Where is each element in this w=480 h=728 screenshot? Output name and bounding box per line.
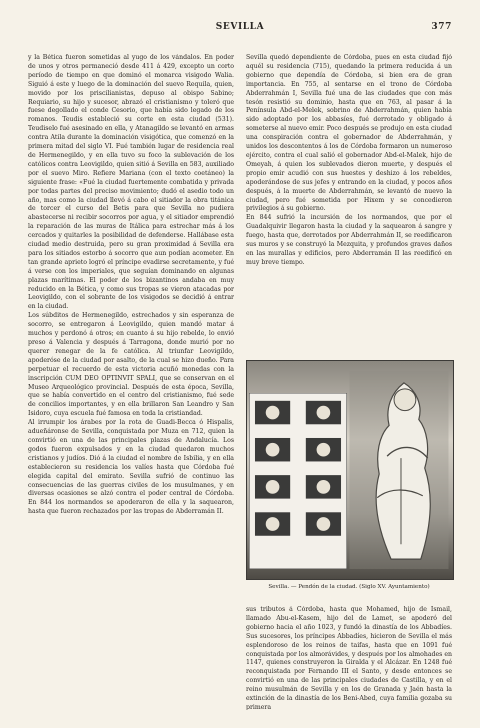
page-title: SEVILLA [215, 22, 265, 32]
banner-flag [249, 393, 347, 569]
page-header [28, 20, 452, 34]
right-top-paragraph-1: Sevilla quedó dependiente de Córdoba, pues en esta ciudad fijó aquél su residencia (715), quedando la primera reducida á un gobierno que dependía de Córdoba, si bien era de gran importancia. En 755, al sentarse en el trono de Córdoba Abderrahmán I, Sevilla fué una de las ciudades que con más tesón resistió su dominio, hasta que en 763, al pasar á la Península Abd-el-Melek, sobrino de Abderrahmán, quien había sido adoptado por los abbasíes, fué derrotado y obligado á someterse al nuevo emir. Poco después se produjo en esta ciudad una conspiración contra el gobernador de Abderrahmán, y unidos los descontentos á los de Córdoba formaron un numeroso ejército, contra el cual salió el gobernador Abd-el-Malek, hijo de Omeyah, á quien los sublevados dieron muerte, y después el propio emir acudió con sus huestes y deshizo á los rebeldes, apoderándose de sus jefes y entrando en la ciudad, y pocos años después, á la muerte de Abderrahmán, se levantó de nuevo la ciudad, pero fué sometida por Hixem y se concedieron privilegios á su gobierno. [246, 54, 452, 213]
left-paragraph-3: Al irrumpir los árabes por la rota de Guadi-Becca ó Hispalis, adueñáronse de Sevilla, conquistada por Muza en 712, quien la convirtió en una de las principales plazas de Andalucía. Los godos fueron expulsados y en la ciudad quedaron muchos cristianos y judíos. Dió á la ciudad el nombre de Isbilia, y en ella establecieron su residencia los valíes hasta que Córdoba fué elegida capital del emirato. Sevilla sufrió de continuo las consecuencias de las guerras civiles de los musulmanes, y en diversas ocasiones se alzó contra el poder central de Córdoba. En 844 los normandos se apoderaron de ella y la saquearon, hasta que fueron rechazados por las tropas de Abderramán II. [28, 419, 234, 516]
right-column-top [246, 54, 452, 354]
right-top-paragraph-2: En 844 sufrió la incursión de los normandos, que por el Guadalquivir llegaron hasta la ciudad y la saquearon á sangre y fuego, hasta que, derrotados por Abderrahmán II, se reedificaron sus muros y se construyó la Mezquita, y profundos graves daños en las murallas y edificios, pero Abderramán II las reedificó en muy breve tiempo. [246, 214, 452, 266]
saint-figure [349, 371, 449, 569]
city-banner-image [246, 360, 454, 580]
page-number: 377 [431, 22, 452, 32]
left-paragraph-2: Los súbditos de Hermenegildo, estrechados y sin esperanza de socorro, se entregaron á Leovigildo, quien mandó matar á muchos y perdonó á otros; en cuanto á su hijo rebelde, lo envió preso á Valencia y después á Tarragona, donde murió por no querer renegar de la fe católica. Al triunfar Leovigildo, apoderóse de la ciudad por asalto, de la cual se hizo dueño. Para perpetuar el recuerdo de esta victoria acuñó monedas con la inscripción CUM DEO OPTINVIT SPALI, que se conservan en el Museo Arqueológico provincial. Después de esta época, Sevilla, que se había convertido en el centro del cristianismo, fué sede de concilios importantes, y en ella brillaron San Leandro y San Isidoro, cuya escuela fué famosa en toda la cristiandad. [28, 312, 234, 418]
left-paragraph-1: y la Bética fueron sometidas al yugo de los vándalos. En poder de unos y otros permaneció desde 411 á 429, excepto un corto período de tiempo en que dominó el monarca visigodo Walia. Siguió á este y luego de la dominación del suevo Requila, quien, movido por los priscilianistas, depuso al obispo Sabino; Requiario, su hijo y sucesor, abrazó el cristianismo y toleró que fuese degollado el conde Cesorio, que había sido legado de los romanos. Teudis estableció su corte en esta ciudad (531). Teudiselo fué asesinado en ella, y Atanagildo se levantó en armas contra Atila durante la dominación visigótica, que comenzó en la primera mitad del siglo VI. Fué también lugar de residencia real de Hermenegildo, y en ella tuvo su foco la sublevación de los católicos contra Leovigildo, quien sitió á Sevilla en 583, auxiliado por el suevo Miro. Refiere Mariana (con el texto coetáneo) la siguiente frase: «Fué la ciudad fuertemente combatida y privada por todas partes del preciso movimiento; dudó el asedio todo un año, mas como la ciudad llevó á cabo el sitiador la obra titánica de torcer el curso del Betis para que Sevilla no pudiera abastecerse ni recibir socorros por agua, y el sitiador emprendió la reparación de las muras de Itálica para estrechar más á los cercados y quitarles la posibilidad de defenderse. Hallábase esta ciudad medio destruida, pero su gran proximidad á Sevilla era para los sitiados estorbo á socorro que aun podían acometer. En tan grande aprieto logró el príncipe evadirse secretamente, y fué á verse con los imperiales, que seguían dominando en algunas plazas marítimas. El poder de los bizantinos andaba en muy reducido en la Bética, y como sus tropas se vieron atacadas por Leovigildo, con el sobrante de los visigodos se decidió á entrar en la ciudad. [28, 54, 234, 311]
figure [246, 360, 452, 595]
left-column [28, 54, 234, 714]
right-bottom-paragraph-1: sus tributos á Córdoba, hasta que Mohamed, hijo de Ismail, llamado Abu-el-Kasem, hijo del de Lamet, se apoderó del gobierno hacia el año 1023, y fundó la dinastía de los Abbadíes. Sus sucesores, los príncipes Abbadíes, hicieron de Sevilla el más esplendoroso de los reinos de taifas, hasta que en 1091 fué conquistada por los almorávides, y después por los almohades en 1147, quienes construyeron la Giralda y el Alcázar. En 1248 fué reconquistada por Fernando III el Santo, y desde entonces se convirtió en una de las principales ciudades de Castilla, y en el reino musulmán de Sevilla y en los de Granada y Jaén hasta la extinción de la dinastía de los Beni-Abed, cuya familia gozaba su primera [246, 606, 452, 710]
figure-caption: Sevilla. — Pendón de la ciudad. (Siglo XV. Ayuntamiento) [268, 584, 430, 590]
right-column-bottom [246, 606, 452, 710]
